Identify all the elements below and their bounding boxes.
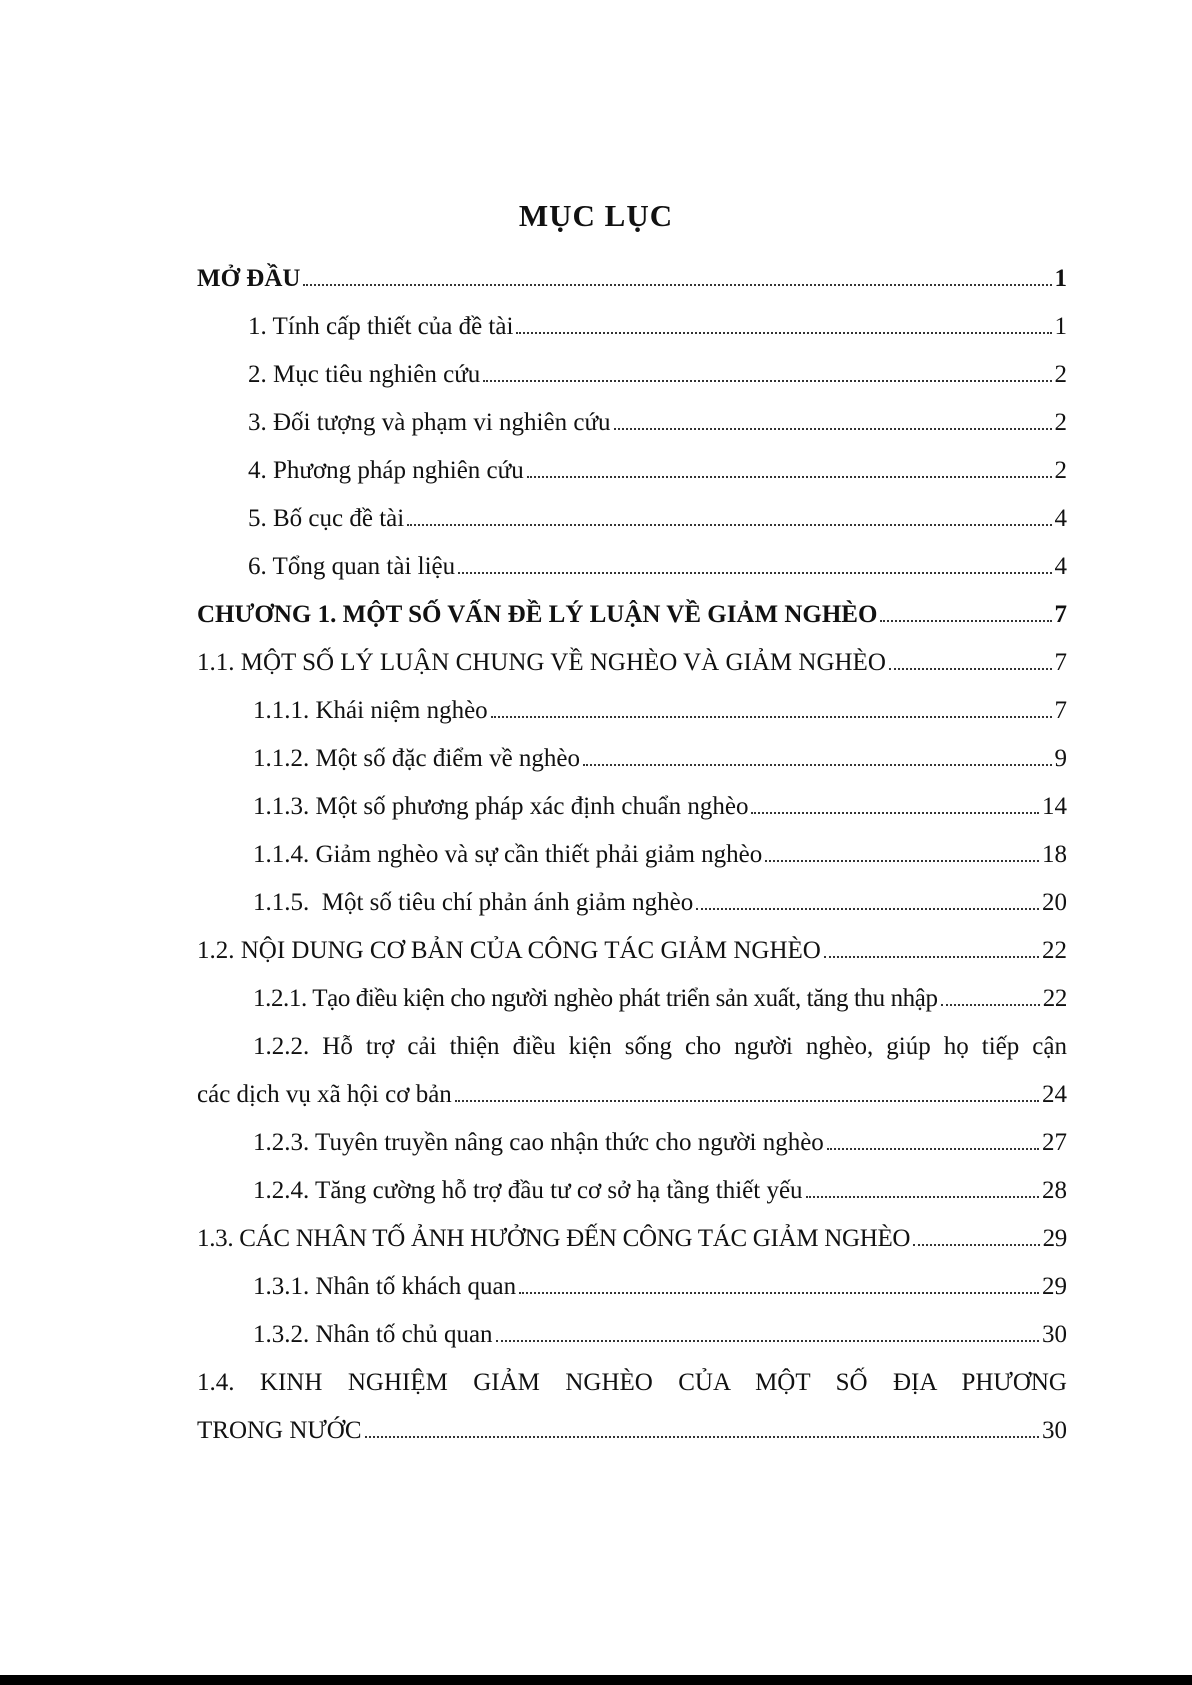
- toc-entry-label: 1.1.4. Giảm nghèo và sự cần thiết phải giảm nghèo: [253, 841, 763, 868]
- toc-entry-label: các dịch vụ xã hội cơ bản: [197, 1081, 452, 1108]
- toc-entry-label: TRONG NƯỚC: [197, 1417, 362, 1444]
- toc-entry-label: 1.2.3. Tuyên truyền nâng cao nhận thức cho người nghèo: [253, 1129, 824, 1156]
- toc-leader-dots: [824, 956, 1039, 958]
- toc-entry-page: 2: [1054, 409, 1067, 436]
- toc-leader-dots: [583, 764, 1051, 766]
- toc-entry-1-1-3[interactable]: [197, 782, 1067, 830]
- toc-entry-2[interactable]: [197, 350, 1067, 398]
- table-of-contents: [197, 254, 1067, 1454]
- toc-leader-dots: [913, 1244, 1039, 1246]
- toc-leader-dots: [527, 476, 1052, 478]
- toc-leader-dots: [880, 620, 1051, 622]
- toc-leader-dots: [614, 428, 1052, 430]
- toc-entry-label: 1. Tính cấp thiết của đề tài: [248, 313, 514, 340]
- toc-entry-1-2[interactable]: [197, 926, 1067, 974]
- toc-entry-page: 7: [1054, 649, 1067, 676]
- toc-leader-dots: [519, 1292, 1039, 1294]
- toc-leader-dots: [407, 524, 1051, 526]
- toc-leader-dots: [458, 572, 1051, 574]
- toc-entry-page: 22: [1042, 937, 1067, 964]
- toc-entry-label: 1.1.3. Một số phương pháp xác định chuẩn nghèo: [253, 793, 749, 820]
- toc-entry-3[interactable]: [197, 398, 1067, 446]
- toc-entry-page: 4: [1054, 505, 1067, 532]
- toc-entry-label: 1.2.4. Tăng cường hỗ trợ đầu tư cơ sở hạ tầng thiết yếu: [253, 1177, 803, 1204]
- toc-entry-label: 1.1. MỘT SỐ LÝ LUẬN CHUNG VỀ NGHÈO VÀ GIẢM NGHÈO: [197, 649, 886, 676]
- toc-entry-page: 7: [1054, 601, 1067, 628]
- toc-entry-1-3-1[interactable]: [197, 1262, 1067, 1310]
- toc-entry-page: 30: [1042, 1321, 1067, 1348]
- toc-leader-dots: [765, 860, 1039, 862]
- toc-entry-label: 5. Bố cục đề tài: [248, 505, 405, 532]
- toc-entry-1-1-5[interactable]: [197, 878, 1067, 926]
- toc-leader-dots: [751, 812, 1039, 814]
- toc-entry-1-2-3[interactable]: [197, 1118, 1067, 1166]
- toc-entry-label: 6. Tổng quan tài liệu: [248, 553, 456, 580]
- toc-entry-1-2-2-line1[interactable]: [197, 1022, 1067, 1070]
- toc-leader-dots: [516, 332, 1051, 334]
- toc-entry-page: 30: [1042, 1417, 1067, 1444]
- toc-entry-label: 1.3.1. Nhân tố khách quan: [253, 1273, 517, 1300]
- toc-entry-page: 22: [1042, 985, 1067, 1012]
- toc-entry-label: CHƯƠNG 1. MỘT SỐ VẤN ĐỀ LÝ LUẬN VỀ GIẢM NGHÈO: [197, 601, 878, 628]
- toc-leader-dots: [806, 1196, 1039, 1198]
- toc-entry-4[interactable]: [197, 446, 1067, 494]
- toc-entry-page: 18: [1042, 841, 1067, 868]
- toc-entry-page: 2: [1054, 361, 1067, 388]
- page-title: MỤC LỤC: [518, 198, 674, 233]
- toc-entry-mo-dau[interactable]: [197, 254, 1067, 302]
- toc-entry-label: 1.1.1. Khái niệm nghèo: [253, 697, 488, 724]
- toc-entry-page: 4: [1054, 553, 1067, 580]
- toc-entry-1-3-2[interactable]: [197, 1310, 1067, 1358]
- toc-entry-page: 20: [1042, 889, 1067, 916]
- toc-entry-page: 9: [1054, 745, 1067, 772]
- toc-entry-1-1[interactable]: [197, 638, 1067, 686]
- toc-entry-label: 1.3. CÁC NHÂN TỐ ẢNH HƯỞNG ĐẾN CÔNG TÁC GIẢM NGHÈO: [197, 1225, 911, 1252]
- toc-entry-label: 1.1.2. Một số đặc điểm về nghèo: [253, 745, 581, 772]
- toc-entry-1-1-2[interactable]: [197, 734, 1067, 782]
- toc-entry-page: 1: [1054, 265, 1067, 292]
- toc-entry-1-1-1[interactable]: [197, 686, 1067, 734]
- toc-entry-1-3[interactable]: [197, 1214, 1067, 1262]
- toc-entry-page: 24: [1042, 1081, 1067, 1108]
- toc-entry-1-1-4[interactable]: [197, 830, 1067, 878]
- toc-entry-page: 29: [1042, 1225, 1067, 1252]
- toc-entry-label: 1.4. KINH NGHIỆM GIẢM NGHÈO CỦA MỘT SỐ ĐỊA PHƯƠNG: [197, 1369, 1067, 1396]
- toc-entry-label: 2. Mục tiêu nghiên cứu: [248, 361, 481, 388]
- toc-entry-1-2-1[interactable]: [197, 974, 1067, 1022]
- toc-leader-dots: [941, 1004, 1040, 1006]
- toc-entry-1-4-line2[interactable]: [197, 1406, 1067, 1454]
- toc-entry-page: 2: [1054, 457, 1067, 484]
- toc-entry-page: 29: [1042, 1273, 1067, 1300]
- toc-entry-page: 28: [1042, 1177, 1067, 1204]
- toc-entry-label: MỞ ĐẦU: [197, 265, 301, 292]
- toc-entry-1-2-4[interactable]: [197, 1166, 1067, 1214]
- toc-entry-label: 3. Đối tượng và phạm vi nghiên cứu: [248, 409, 611, 436]
- toc-entry-label: 1.2. NỘI DUNG CƠ BẢN CỦA CÔNG TÁC GIẢM NGHÈO: [197, 937, 821, 964]
- toc-entry-6[interactable]: [197, 542, 1067, 590]
- toc-leader-dots: [491, 716, 1052, 718]
- toc-entry-5[interactable]: [197, 494, 1067, 542]
- toc-leader-dots: [827, 1148, 1039, 1150]
- page-bottom-edge: [0, 1675, 1192, 1685]
- toc-entry-page: 7: [1054, 697, 1067, 724]
- toc-leader-dots: [696, 908, 1039, 910]
- toc-leader-dots: [496, 1340, 1039, 1342]
- toc-entry-chuong-1[interactable]: [197, 590, 1067, 638]
- toc-entry-page: 1: [1054, 313, 1067, 340]
- toc-leader-dots: [483, 380, 1051, 382]
- toc-entry-1-4-line1[interactable]: [197, 1358, 1067, 1406]
- toc-entry-label: 1.3.2. Nhân tố chủ quan: [253, 1321, 493, 1348]
- toc-entry-label: 4. Phương pháp nghiên cứu: [248, 457, 524, 484]
- toc-leader-dots: [455, 1100, 1039, 1102]
- toc-entry-label: 1.1.5. Một số tiêu chí phản ánh giảm nghèo: [253, 889, 694, 916]
- toc-leader-dots: [889, 668, 1052, 670]
- toc-entry-label: 1.2.1. Tạo điều kiện cho người nghèo phát triển sản xuất, tăng thu nhập: [253, 985, 938, 1012]
- toc-entry-page: 14: [1042, 793, 1067, 820]
- toc-entry-1-2-2-line2[interactable]: [197, 1070, 1067, 1118]
- toc-entry-page: 27: [1042, 1129, 1067, 1156]
- toc-leader-dots: [303, 284, 1051, 286]
- toc-leader-dots: [365, 1436, 1039, 1438]
- toc-entry-label: 1.2.2. Hỗ trợ cải thiện điều kiện sống cho người nghèo, giúp họ tiếp cận: [253, 1033, 1067, 1060]
- toc-entry-1[interactable]: [197, 302, 1067, 350]
